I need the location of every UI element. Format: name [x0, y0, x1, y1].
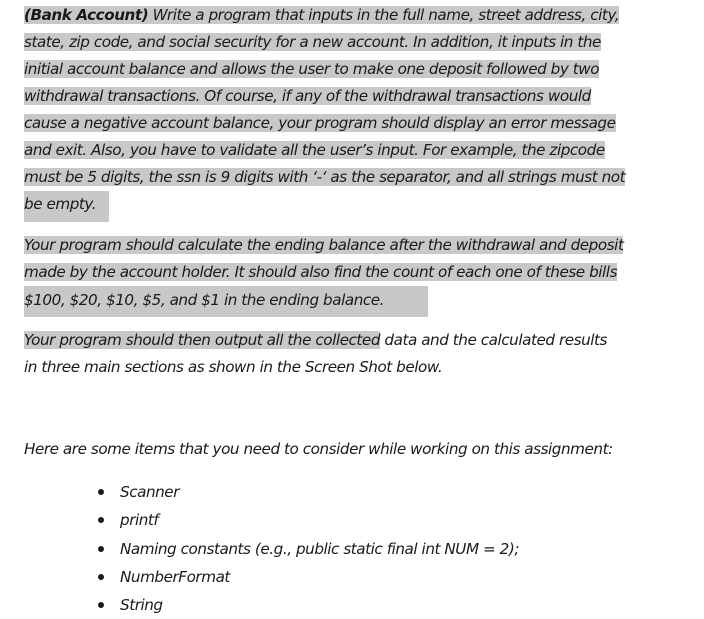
bullet-icon	[98, 546, 104, 552]
bullet-icon	[98, 517, 104, 523]
bullet-icon	[98, 602, 104, 608]
paragraph-1-line-5: cause a negative account balance, your program should display an error message	[24, 114, 616, 132]
paragraph-3-line-1: Your program should then output all the collected data and the calculated results	[24, 331, 608, 349]
paragraph-2-line-3: $100, $20, $10, $5, and $1 in the ending balance.	[24, 291, 385, 309]
paragraph-2-line-2: made by the account holder. It should also find the count of each one of these bills	[24, 263, 618, 281]
paragraph-3-line-2: in three main sections as shown in the Screen Shot below.	[24, 358, 443, 376]
bullet-icon	[98, 489, 104, 495]
paragraph-1-line-3: initial account balance and allows the user to make one deposit followed by two	[24, 60, 600, 78]
bullet-icon	[98, 574, 104, 580]
paragraph-1-line-8: be empty.	[24, 195, 97, 213]
paragraph-1-line-6: and exit. Also, you have to validate all the user’s input. For example, the zipcode	[24, 141, 605, 159]
paragraph-1-line-4: withdrawal transactions. Of course, if any of the withdrawal transactions would	[24, 87, 591, 105]
paragraph-1-line-1: (Bank Account) Write a program that inputs in the full name, street address, city,	[24, 6, 620, 24]
paragraph-1-line-7: must be 5 digits, the ssn is 9 digits with ‘-‘ as the separator, and all strings must not	[24, 168, 626, 186]
paragraph-1-line-2: state, zip code, and social security for a new account. In addition, it inputs in the	[24, 33, 601, 51]
section-heading: (Bank Account)	[24, 6, 149, 24]
considerations-intro: Here are some items that you need to consider while working on this assignment:	[24, 440, 613, 458]
paragraph-2-line-1: Your program should calculate the ending balance after the withdrawal and deposit	[24, 236, 624, 254]
